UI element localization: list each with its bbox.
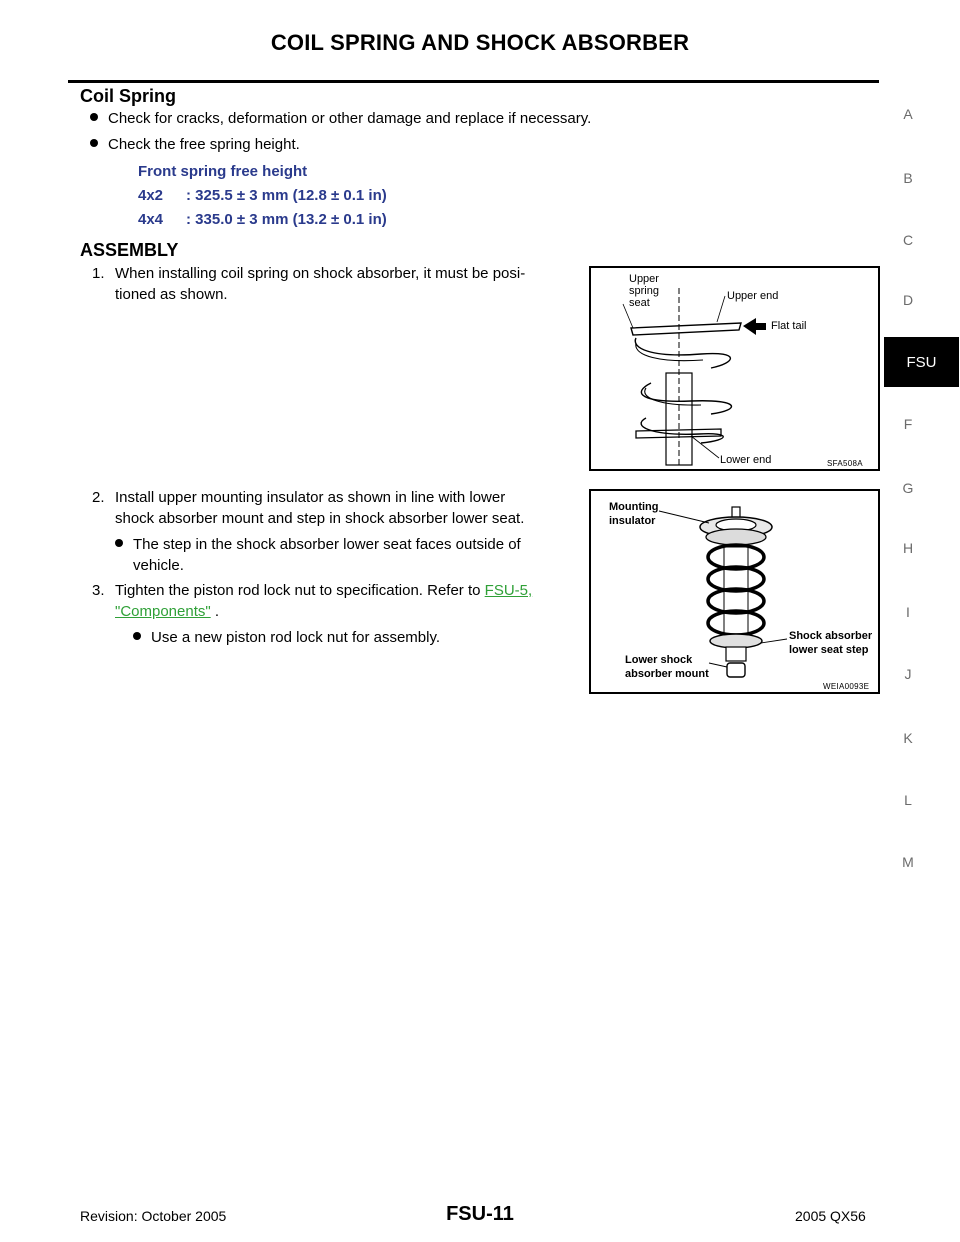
bullet-item [90,108,591,129]
step-text: "Components" . [115,603,220,620]
side-index-letter[interactable]: J [904,666,912,682]
label-lower-shock-mount: Lower shock [625,654,693,666]
bullet-icon [115,539,123,547]
title-divider [68,80,879,83]
spec-row-value: : 335.0 ± 3 mm (13.2 ± 0.1 in) [186,211,387,228]
side-index-letter[interactable]: B [903,170,913,186]
footer-model: 2005 QX56 [795,1208,866,1224]
label-shock-absorber-seat-step: lower seat step [789,644,869,656]
label-upper-spring-seat: seat [629,297,650,309]
label-upper-spring-seat: spring [629,285,659,297]
footer-revision: Revision: October 2005 [80,1208,227,1224]
label-upper-end: Upper end [727,290,779,302]
label-lower-shock-mount: absorber mount [625,668,709,680]
figure-code: WEIA0093E [823,682,870,691]
section-heading-assembly: ASSEMBLY [80,240,179,260]
bullet-text: Check the free spring height. [108,136,300,153]
figure-code: SFA508A [827,459,863,468]
bullet-icon [90,139,98,147]
step-number: 1. [92,265,105,282]
step-text: shock absorber mount and step in shock absorber lower seat. [115,510,525,527]
spec-title: Front spring free height [138,163,308,180]
label-upper-spring-seat: Upper [629,273,659,285]
bullet-item [115,534,521,555]
bullet-text: Check for cracks, deformation or other damage and replace if necessary. [108,110,592,127]
side-index-letter[interactable]: M [902,854,914,870]
step-text: tioned as shown. [115,286,228,303]
side-index-letter[interactable]: L [904,792,912,808]
section-heading-coil-spring: Coil Spring [80,86,176,106]
link-components[interactable]: "Components" [115,603,211,620]
side-index-letter[interactable]: H [902,540,914,556]
side-index-letter[interactable]: C [902,232,914,248]
page-title: COIL SPRING AND SHOCK ABSORBER [270,30,690,55]
bullet-item [133,627,440,648]
link-fsu-5[interactable]: FSU-5, [484,582,533,599]
side-index-letter[interactable]: G [902,480,914,496]
step-number: 3. [92,582,105,599]
step-text: Tighten the piston rod lock nut to specification. Refer to FSU-5, [115,582,533,599]
bullet-text: Use a new piston rod lock nut for assembly. [151,629,441,646]
figure-coil-spring [589,266,880,471]
side-index-letter[interactable]: I [906,604,910,620]
spec-row-label: 4x4 [138,211,164,228]
side-index-active-tab[interactable]: FSU [884,337,959,387]
step-text: When installing coil spring on shock absorber, it must be posi- [115,265,526,282]
bullet-text: vehicle. [133,557,184,574]
label-mounting-insulator: Mounting [609,501,659,513]
figure-mounting-insulator [589,489,880,694]
bullet-icon [133,632,141,640]
side-index-letter[interactable]: A [903,106,913,122]
side-index-letter[interactable]: F [903,416,913,432]
spec-row-label: 4x2 [138,187,164,204]
side-index-letter[interactable]: D [902,292,914,308]
label-mounting-insulator: insulator [609,515,656,527]
step-number: 2. [92,489,105,506]
label-lower-end: Lower end [720,454,772,466]
spec-row-value: : 325.5 ± 3 mm (12.8 ± 0.1 in) [186,187,387,204]
step-text: Install upper mounting insulator as shown in line with lower [115,489,506,506]
bullet-text: The step in the shock absorber lower seat faces outside of [133,536,521,553]
footer-page-number: FSU-11 [446,1203,514,1225]
side-index-letter[interactable]: K [903,730,913,746]
label-shock-absorber-seat-step: Shock absorber [789,630,873,642]
bullet-item [90,134,300,155]
bullet-icon [90,113,98,121]
label-flat-tail: Flat tail [771,320,807,332]
